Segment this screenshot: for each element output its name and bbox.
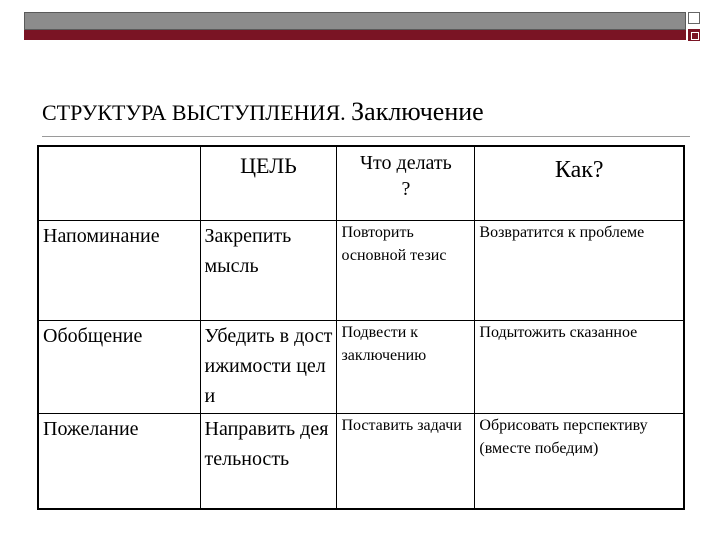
top-accent-bar: [24, 30, 686, 40]
header-cell-how: Как?: [475, 146, 684, 221]
row-how-cell: Возвратится к проблеме: [475, 221, 684, 321]
row-how-cell: Обрисовать перспективу (вместе победим): [475, 414, 684, 510]
row-name-cell: Пожелание: [38, 414, 200, 510]
header-cell-goal: ЦЕЛЬ: [200, 146, 337, 221]
row-name-cell: Напоминание: [38, 221, 200, 321]
structure-table: [37, 145, 685, 510]
corner-square-filled-icon: [688, 29, 700, 41]
row-goal-cell: Убедить в достижимости цели: [200, 321, 337, 414]
header-cell-empty: [38, 146, 200, 221]
table-row: [38, 221, 684, 321]
header-what-line1: Что делать: [360, 152, 452, 174]
row-goal-cell: Направить деятельность: [200, 414, 337, 510]
row-how-cell: Подытожить сказанное: [475, 321, 684, 414]
row-name-cell: Обобщение: [38, 321, 200, 414]
row-what-cell: Поставить задачи: [337, 414, 475, 510]
corner-square-icon: [688, 12, 700, 24]
row-what-cell: Повторить основной тезис: [337, 221, 475, 321]
header-cell-what: [337, 146, 475, 221]
top-decorative-bar: [24, 12, 686, 30]
table-header-row: [38, 146, 684, 221]
table-row: [38, 321, 684, 414]
row-what-cell: Подвести к заключению: [337, 321, 475, 414]
slide-title: [42, 92, 484, 132]
row-goal-cell: Закрепить мысль: [200, 221, 337, 321]
header-what-line2: ?: [401, 178, 411, 200]
slide-title-main: Заключение: [351, 97, 484, 126]
title-divider: [42, 136, 690, 137]
table-row: [38, 414, 684, 510]
slide-title-prefix: СТРУКТУРА ВЫСТУПЛЕНИЯ.: [42, 100, 346, 125]
